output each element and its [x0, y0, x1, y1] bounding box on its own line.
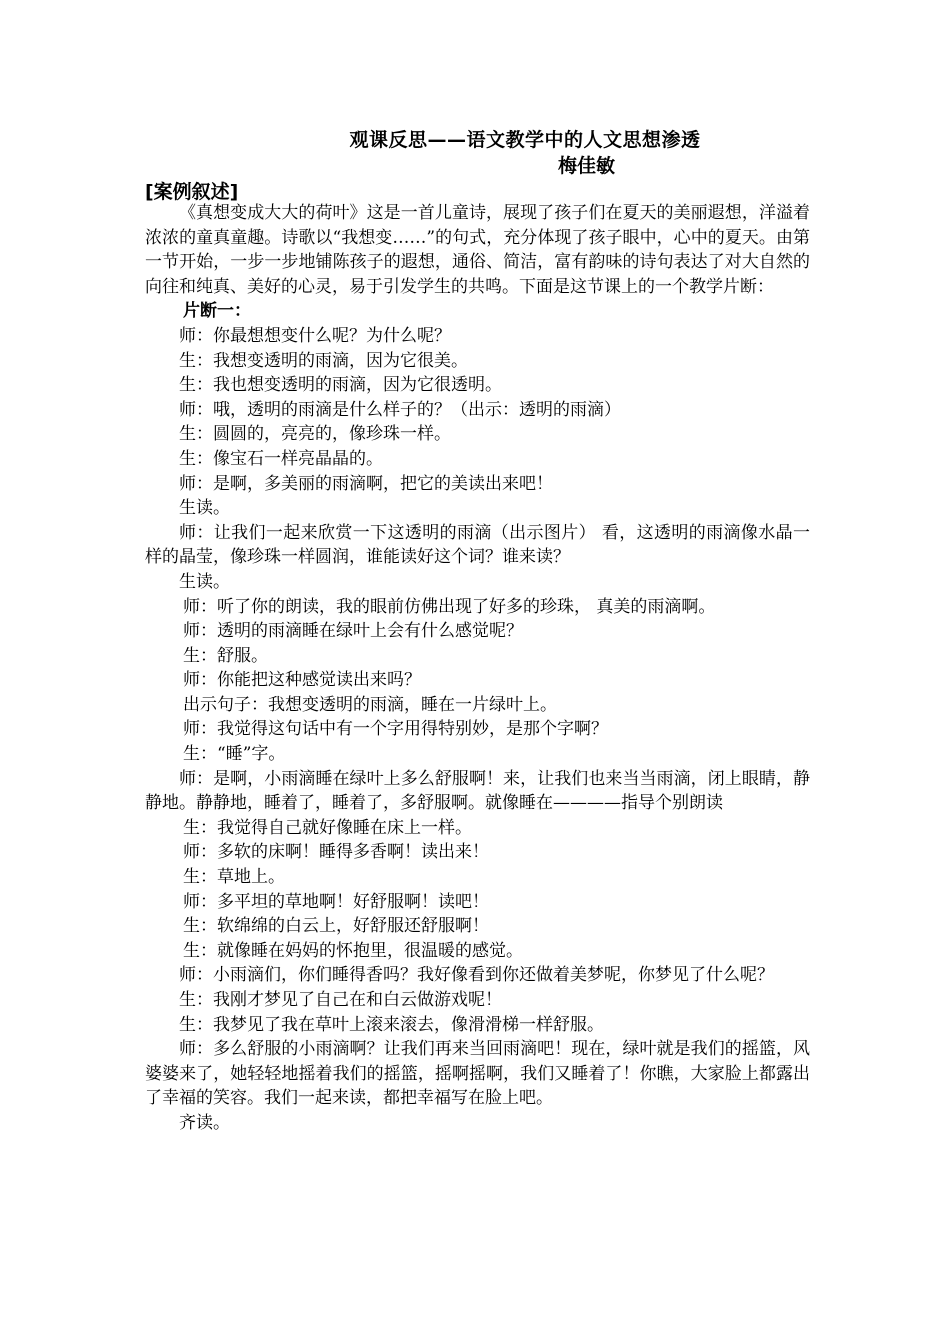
- dialogue-line: 生：就像睡在妈妈的怀抱里，很温暖的感觉。: [183, 940, 523, 961]
- section-heading: [案例叙述]: [145, 181, 239, 203]
- dialogue-line: 生：舒服。: [183, 645, 268, 666]
- dialogue-line: 生：我梦见了我在草叶上滚来滚去，像滑滑梯一样舒服。: [179, 1014, 604, 1035]
- dialogue-line: 师：让我们一起来欣赏一下这透明的雨滴（出示图片） 看，这透明的雨滴像水晶一样的晶莹，像珍珠一样圆润，谁能读好这个词？谁来读？: [145, 522, 810, 568]
- dialogue-line: 师：多么舒服的小雨滴啊？让我们再来当回雨滴吧！现在，绿叶就是我们的摇篮，风婆婆来了，她轻轻地摇着我们的摇篮，摇啊摇啊，我们又睡着了！你瞧，大家脸上都露出了幸福的笑容。我们一起来读，都把幸福写在脸上吧。: [145, 1039, 810, 1109]
- dialogue-line: 师：多平坦的草地啊！好舒服啊！读吧！: [183, 891, 489, 912]
- dialogue-line: 生：像宝石一样亮晶晶的。: [179, 448, 383, 469]
- dialogue-line: 生：我也想变透明的雨滴，因为它很透明。: [179, 375, 502, 396]
- dialogue-line: 生：我刚才梦见了自己在和白云做游戏呢！: [179, 990, 502, 1010]
- dialogue-line: 生：软绵绵的白云上，好舒服还舒服啊！: [183, 916, 489, 937]
- dialogue-line: 生：草地上。: [183, 867, 285, 888]
- document-body: [145, 201, 810, 1136]
- dialogue-line: 师：多软的床啊！睡得多香啊！读出来！: [183, 842, 489, 863]
- dialogue-line: 师：哦，透明的雨滴是什么样子的？（出示：透明的雨滴）: [179, 399, 621, 420]
- dialogue-line: 出示句子：我想变透明的雨滴，睡在一片绿叶上。: [183, 694, 557, 715]
- dialogue-line: 齐读。: [179, 1112, 230, 1133]
- dialogue-line: 师：是啊，小雨滴睡在绿叶上多么舒服啊！来，让我们也来当当雨滴，闭上眼睛，静静地。静静地，睡着了，睡着了，多舒服啊。就像睡在————指导个别朗读: [145, 768, 810, 814]
- dialogue-line: 师：小雨滴们，你们睡得香吗？我好像看到你还做着美梦呢，你梦见了什么呢？: [179, 965, 774, 986]
- dialogue-line: 师：是啊，多美丽的雨滴啊，把它的美读出来吧！: [179, 473, 553, 494]
- author-name: 梅佳敏: [558, 155, 616, 177]
- dialogue-line: 生：“睡”字。: [183, 744, 286, 765]
- fragment-heading: 片断一：: [183, 301, 251, 322]
- document-title: 观课反思——语文教学中的人文思想渗透: [349, 129, 701, 151]
- dialogue-line: 师：我觉得这句话中有一个字用得特别妙，是那个字啊？: [183, 719, 608, 740]
- dialogue-line: 生读。: [179, 498, 230, 519]
- dialogue-line: 生：圆圆的，亮亮的，像珍珠一样。: [179, 424, 451, 445]
- dialogue-line: 师：你最想想变什么呢？为什么呢？: [179, 325, 451, 346]
- dialogue-line: 师：透明的雨滴睡在绿叶上会有什么感觉呢？: [183, 621, 523, 642]
- dialogue-line: 生：我想变透明的雨滴，因为它很美。: [179, 350, 468, 371]
- dialogue-line: 师：你能把这种感觉读出来吗？: [183, 670, 421, 691]
- intro-paragraph: 《真想变成大大的荷叶》这是一首儿童诗，展现了孩子们在夏天的美丽遐想，洋溢着浓浓的童真童趣。诗歌以“我想变……”的句式，充分体现了孩子眼中，心中的夏天。由第一节开始，一步一步地铺陈孩子的遐想，通俗、简洁，富有韵味的诗句表达了对大自然的向往和纯真、美好的心灵，易于引发学生的共鸣。下面是这节课上的一个教学片断：: [145, 203, 810, 297]
- dialogue-line: 生：我觉得自己就好像睡在床上一样。: [183, 817, 472, 838]
- dialogue-line: 师：听了你的朗读，我的眼前仿佛出现了好多的珍珠， 真美的雨滴啊。: [183, 596, 716, 617]
- dialogue-line: 生读。: [179, 571, 230, 592]
